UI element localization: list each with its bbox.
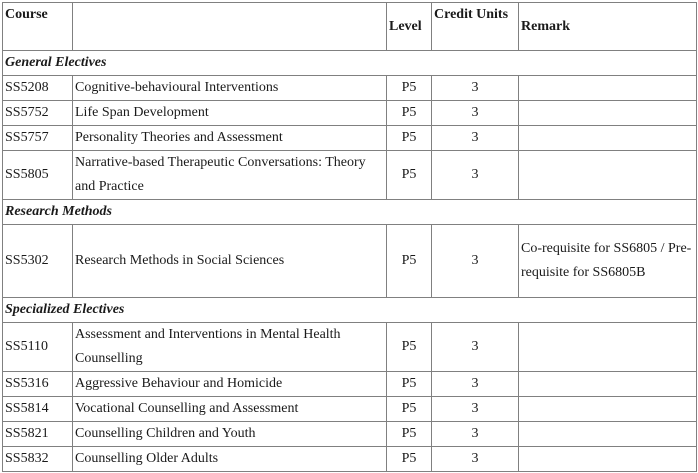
- section-title: Specialized Electives: [3, 298, 697, 323]
- table-row: [3, 76, 697, 101]
- course-remark: [519, 126, 697, 151]
- course-credit: 3: [432, 372, 519, 397]
- course-code: SS5832: [3, 447, 73, 472]
- course-level: P5: [387, 422, 432, 447]
- table-row: [3, 323, 697, 372]
- course-title: Aggressive Behaviour and Homicide: [73, 372, 387, 397]
- course-code: SS5805: [3, 151, 73, 200]
- table-row: [3, 422, 697, 447]
- table-row: [3, 151, 697, 200]
- table-row: [3, 101, 697, 126]
- course-remark: [519, 447, 697, 472]
- course-credit: 3: [432, 422, 519, 447]
- course-level: P5: [387, 101, 432, 126]
- course-level: P5: [387, 225, 432, 298]
- table-row: [3, 397, 697, 422]
- course-credit: 3: [432, 126, 519, 151]
- header-course: Course: [3, 3, 73, 51]
- course-title: Personality Theories and Assessment: [73, 126, 387, 151]
- table-row: [3, 225, 697, 298]
- course-code: SS5316: [3, 372, 73, 397]
- table-row: [3, 126, 697, 151]
- header-title: [73, 3, 387, 51]
- course-level: P5: [387, 397, 432, 422]
- course-code: SS5110: [3, 323, 73, 372]
- course-table: [2, 2, 697, 472]
- course-credit: 3: [432, 151, 519, 200]
- section-row: [3, 51, 697, 76]
- course-remark: [519, 151, 697, 200]
- header-level: Level: [387, 3, 432, 51]
- course-title: Vocational Counselling and Assessment: [73, 397, 387, 422]
- course-credit: 3: [432, 397, 519, 422]
- course-level: P5: [387, 447, 432, 472]
- section-title: Research Methods: [3, 200, 697, 225]
- course-remark: [519, 323, 697, 372]
- section-row: [3, 298, 697, 323]
- course-title: Narrative-based Therapeutic Conversations: Theory and Practice: [73, 151, 387, 200]
- course-title: Counselling Children and Youth: [73, 422, 387, 447]
- header-credit-units: Credit Units: [432, 3, 519, 51]
- course-level: P5: [387, 372, 432, 397]
- course-credit: 3: [432, 447, 519, 472]
- header-remark: Remark: [519, 3, 697, 51]
- course-code: SS5208: [3, 76, 73, 101]
- course-level: P5: [387, 126, 432, 151]
- course-title: Life Span Development: [73, 101, 387, 126]
- course-remark: [519, 372, 697, 397]
- table-row: [3, 372, 697, 397]
- course-remark: [519, 422, 697, 447]
- course-title: Counselling Older Adults: [73, 447, 387, 472]
- course-title: Assessment and Interventions in Mental Health Counselling: [73, 323, 387, 372]
- section-title: General Electives: [3, 51, 697, 76]
- course-credit: 3: [432, 225, 519, 298]
- table-header-row: [3, 3, 697, 51]
- course-title: Research Methods in Social Sciences: [73, 225, 387, 298]
- course-code: SS5814: [3, 397, 73, 422]
- section-row: [3, 200, 697, 225]
- course-level: P5: [387, 76, 432, 101]
- course-remark: [519, 76, 697, 101]
- course-code: SS5752: [3, 101, 73, 126]
- course-remark: [519, 397, 697, 422]
- course-code: SS5757: [3, 126, 73, 151]
- course-credit: 3: [432, 323, 519, 372]
- course-remark: [519, 101, 697, 126]
- table-row: [3, 447, 697, 472]
- course-credit: 3: [432, 76, 519, 101]
- course-code: SS5302: [3, 225, 73, 298]
- course-credit: 3: [432, 101, 519, 126]
- course-level: P5: [387, 151, 432, 200]
- course-remark: Co-requisite for SS6805 / Pre-requisite for SS6805B: [519, 225, 697, 298]
- course-code: SS5821: [3, 422, 73, 447]
- course-title: Cognitive-behavioural Interventions: [73, 76, 387, 101]
- course-level: P5: [387, 323, 432, 372]
